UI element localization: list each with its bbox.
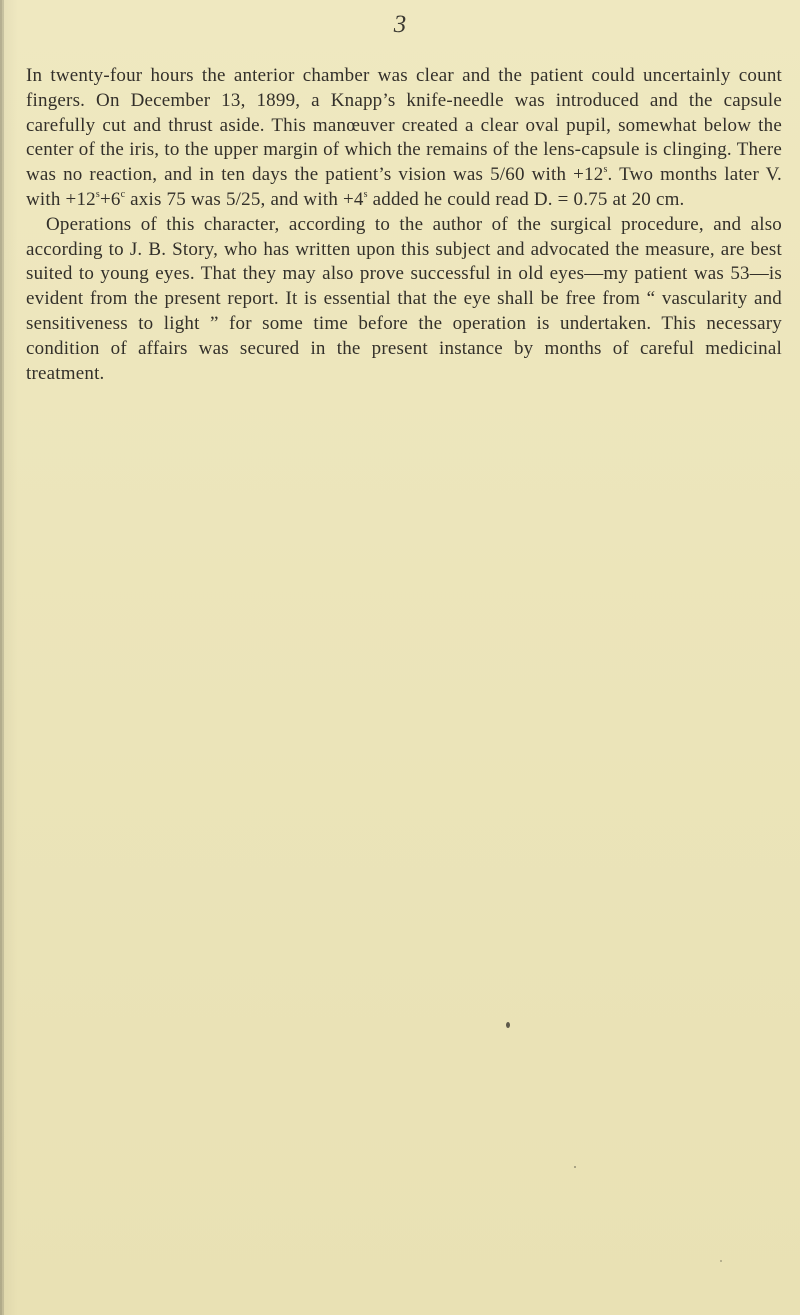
lens-power-superscript: s	[603, 163, 608, 175]
text-segment: added he could read D. = 0.75 at 20 cm.	[367, 188, 685, 210]
ink-speck	[574, 1166, 576, 1168]
ink-speck	[720, 1260, 722, 1262]
paragraph	[26, 213, 782, 387]
lens-power-superscript: s	[95, 188, 100, 200]
text-segment: +6	[99, 188, 121, 210]
text-segment: . Two months later V. with +12	[26, 164, 782, 210]
page-number: 3	[393, 11, 407, 38]
lens-power-superscript: s	[363, 188, 368, 200]
ink-speck	[506, 1022, 510, 1028]
text-segment: In twenty-four hours the anterior chamber was clear and the patient could uncertainly count fingers. On December 13, 1899, a Knapp’s knife-needle was introduced and the capsule carefully cut and thrust aside. This manœuver created a clear oval pupil, somewhat below the center of the iris, to the upper margin of which the remains of the lens-capsule is clinging. There was no reaction, and in ten days the patient’s vision was 5/60 with +12	[26, 65, 782, 186]
body-text	[26, 64, 782, 386]
paragraph	[26, 64, 782, 213]
page-binding-edge	[0, 0, 7, 1315]
text-segment: Operations of this character, according to the author of the surgical procedure, and also according to J. B. Story, who has written upon this subject and advocated the measure, are best suited to young eyes. That they may also prove successful in old eyes—my patient was 53—is evident from the present report. It is essential that the eye shall be free from “ vascularity and sensitiveness to light ” for some time before the operation is undertaken. This necessary condition of affairs was secured in the present instance by months of careful medicinal treatment.	[26, 213, 782, 384]
lens-power-superscript: c	[120, 188, 126, 200]
text-segment: axis 75 was 5/25, and with +4	[125, 188, 364, 210]
